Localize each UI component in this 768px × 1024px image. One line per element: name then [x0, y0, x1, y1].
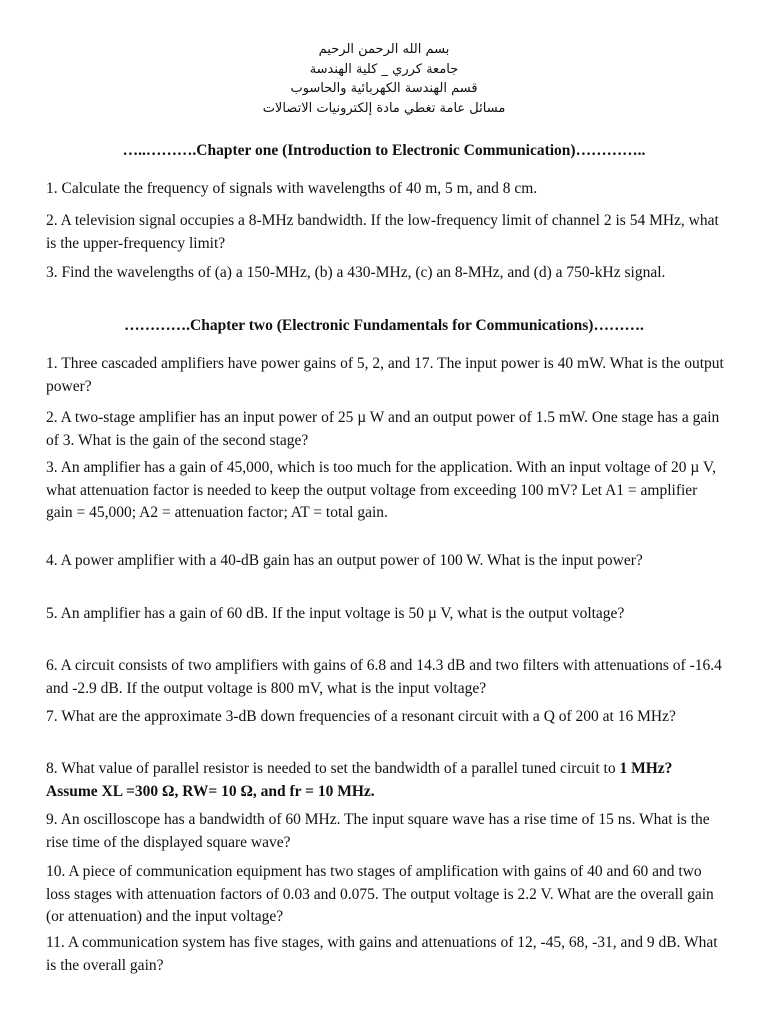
- header-line-department: قسم الهندسة الكهربائية والحاسوب: [290, 81, 478, 96]
- ch2-question-5: 5. An amplifier has a gain of 60 dB. If the input voltage is 50 µ V, what is the output voltage?: [46, 605, 625, 622]
- ch1-question-2: 2. A television signal occupies a 8-MHz bandwidth. If the low-frequency limit of channel 2 is 54 MHz, what is the upper-frequency limit?: [46, 212, 719, 252]
- header-line-university: جامعة كرري _ كلية الهندسة: [309, 61, 459, 77]
- ch2-question-2: 2. A two-stage amplifier has an input power of 25 µ W and an output power of 1.5 mW. One stage has a gain of 3. What is the gain of the second stage?: [46, 409, 720, 449]
- ch1-question-1: 1. Calculate the frequency of signals with wavelengths of 40 m, 5 m, and 8 cm.: [46, 180, 538, 197]
- ch1-question-3: 3. Find the wavelengths of (a) a 150-MHz, (b) a 430-MHz, (c) an 8-MHz, and (d) a 750-kHz signal.: [46, 264, 666, 281]
- chapter-two-heading: ………….Chapter two (Electronic Fundamentals for Communications)……….: [124, 317, 644, 334]
- header-line-basmala: بسم الله الرحمن الرحيم: [318, 42, 450, 57]
- ch2-question-10: 10. A piece of communication equipment has two stages of amplification with gains of 40 and 60 and two loss stages with attenuation factors of 0.03 and 0.075. The output voltage is 2.2 V. What are the overall gain (or attenuation) and the input voltage?: [46, 863, 714, 925]
- ch2-question-6: 6. A circuit consists of two amplifiers with gains of 6.8 and 14.3 dB and two filters with attenuations of -16.4 and -2.9 dB. If the output voltage is 800 mV, what is the input voltage?: [46, 657, 722, 697]
- ch2-question-3: 3. An amplifier has a gain of 45,000, which is too much for the application. With an input voltage of 20 µ V, what attenuation factor is needed to keep the output voltage from exceeding 100 mV? Let A1 = amplifier gain = 45,000; A2 = attenuation factor; AT = total gain.: [46, 459, 716, 521]
- ch2-question-8-bold-text: 1 MHz? Assume XL =300 Ω, RW= 10 Ω, and fr = 10 MHz.: [46, 760, 673, 800]
- ch2-question-11: 11. A communication system has five stages, with gains and attenuations of 12, -45, 68, -31, and 9 dB. What is the overall gain?: [46, 934, 718, 974]
- ch2-question-4: 4. A power amplifier with a 40-dB gain has an output power of 100 W. What is the input power?: [46, 552, 643, 569]
- ch2-question-9: 9. An oscilloscope has a bandwidth of 60 MHz. The input square wave has a rise time of 15 ns. What is the rise time of the displayed square wave?: [46, 811, 710, 851]
- header-line-course: مسائل عامة تغطي مادة إلكترونيات الاتصالات: [262, 100, 506, 116]
- ch2-question-7: 7. What are the approximate 3-dB down frequencies of a resonant circuit with a Q of 200 at 16 MHz?: [46, 708, 676, 725]
- arabic-header: [0, 40, 768, 118]
- ch2-question-8-text: 8. What value of parallel resistor is needed to set the bandwidth of a parallel tuned circuit to: [46, 760, 616, 777]
- ch2-question-1: 1. Three cascaded amplifiers have power gains of 5, 2, and 17. The input power is 40 mW. What is the output power?: [46, 355, 724, 395]
- chapter-one-heading: …..……….Chapter one (Introduction to Electronic Communication)…………..: [122, 142, 646, 159]
- ch2-question-8: [46, 758, 726, 803]
